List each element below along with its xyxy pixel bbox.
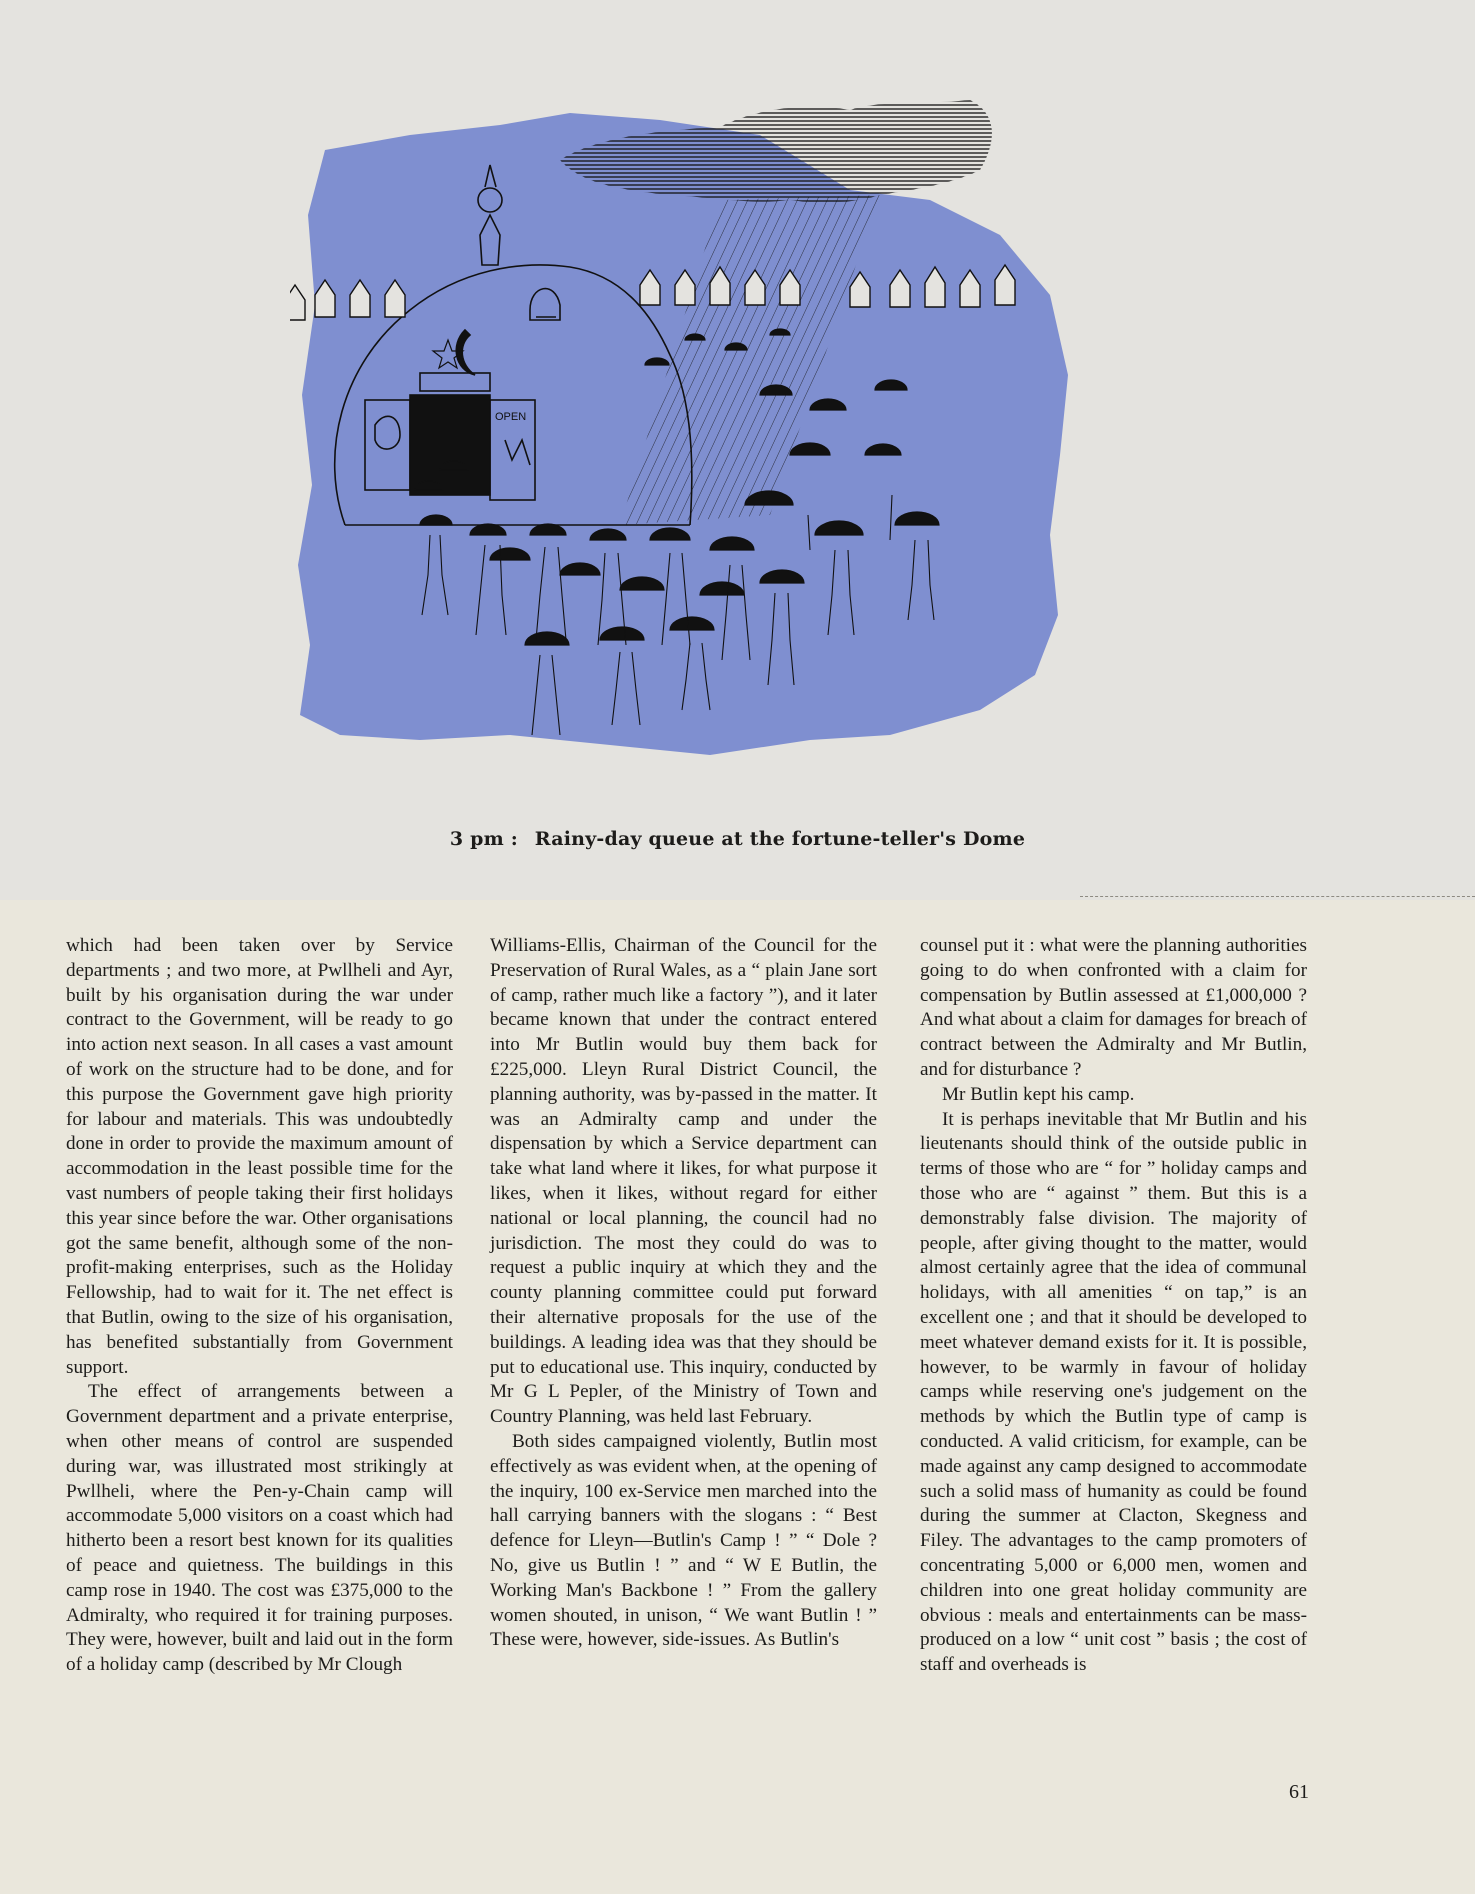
text-column-1 — [66, 934, 453, 1678]
paragraph: Williams-Ellis, Chairman of the Council for the Preservation of Rural Wales, as a “ plain Jane sort of camp, rather much like a factory ”), and it later became known that under the contract entered into Mr Butlin would buy them back for £225,000. Lleyn Rural District Council, the planning authority, was by-passed in the matter. It was an Admiralty camp and under the dispensation by which a Service department can take what land where it likes, for what purpose it likes, when it likes, without regard for either national or local planning, the council had no jurisdiction. The most they could do was to request a public inquiry at which they and the county planning committee could put forward their alternative proposals for the use of the buildings. A leading idea was that they should be put to educational use. This inquiry, conducted by Mr G L Pepler, of the Ministry of Town and Country Planning, was held last February. — [490, 935, 877, 1428]
caption-time: 3 pm : — [449, 828, 518, 850]
paragraph: Mr Butlin kept his camp. — [942, 1083, 1135, 1105]
paragraph: Both sides campaigned violently, Butlin most effectively as was evident when, at the opening of the inquiry, 100 ex-Service men marched into the hall carrying banners with the slogans : “ Best defence for Lleyn—Butlin's Camp ! ” “ Dole ? No, give us Butlin ! ” and “ W E Butlin, the Working Man's Backbone ! ” From the gallery women shouted, in unison, “ We want Butlin ! ” These were, however, side-issues. As Butlin's — [490, 1430, 877, 1651]
paragraph: It is perhaps inevitable that Mr Butlin and his lieutenants should think of the outside public in terms of those who are “ for ” holiday camps and those who are “ against ” them. But this is a demonstrably false division. The majority of people, after giving thought to the matter, would almost certainly agree that the idea of communal holidays, with all amenities “ on tap,” is an excellent one ; and that it should be developed to meet whatever demand exists for it. It is possible, however, to be warmly in favour of holiday camps while reserving one's judgement on the methods by which the Butlin type of camp is conducted. A valid criticism, for example, can be made against any camp designed to accommodate such a solid mass of humanity as could be found during the summer at Clacton, Skegness and Filey. The advantages to the camp promoters of concentrating 5,000 or 6,000 men, women and children into one great holiday community are obvious : meals and entertainments can be mass-produced on a low “ unit cost ” basis ; the cost of staff and overheads is — [920, 1108, 1307, 1676]
caption-text: Rainy-day queue at the fortune-teller's Dome — [534, 828, 1026, 850]
paragraph: which had been taken over by Service departments ; and two more, at Pwllheli and Ayr, built by his organisation during the war under contract to the Government, will be ready to go into action next season. In all cases a vast amount of work on the structure had to be done, and for this purpose the Government gave high priority for labour and materials. This was undoubtedly done in order to provide the maximum amount of accommodation in the least possible time for the vast numbers of people taking their first holidays this year since before the war. Other organisations got the same benefit, although some of the non-profit-making enterprises, such as the Holiday Fellowship, had to wait for it. The net effect is that Butlin, owing to the size of his organisation, has benefited substantially from Government support. — [66, 935, 453, 1378]
page-fold-line — [1080, 896, 1475, 897]
storm-cloud — [560, 100, 992, 202]
paragraph: counsel put it : what were the planning authorities going to do when confronted with a claim for compensation by Butlin assessed at £1,000,000 ? And what about a claim for damages for breach of contract between the Admiralty and Mr Butlin, and for disturbance ? — [920, 935, 1307, 1080]
illustration-caption — [0, 828, 1475, 850]
text-column-3 — [920, 934, 1307, 1678]
paragraph: The effect of arrangements between a Government department and a private enterprise, when other means of control are suspended during war, was illustrated most strikingly at Pwllheli, where the Pen-y-Chain camp will accommodate 5,000 visitors on a coast which had hitherto been a resort best known for its qualities of peace and quietness. The buildings in this camp rose in 1940. The cost was £375,000 to the Admiralty, who required it for training purposes. They were, however, built and laid out in the form of a holiday camp (described by Mr Clough — [66, 1381, 453, 1676]
page-number: 61 — [1289, 1781, 1309, 1803]
text-column-2 — [490, 934, 877, 1653]
illustration-rainy-day-queue — [290, 95, 1080, 785]
open-sign: OPEN — [495, 411, 527, 423]
